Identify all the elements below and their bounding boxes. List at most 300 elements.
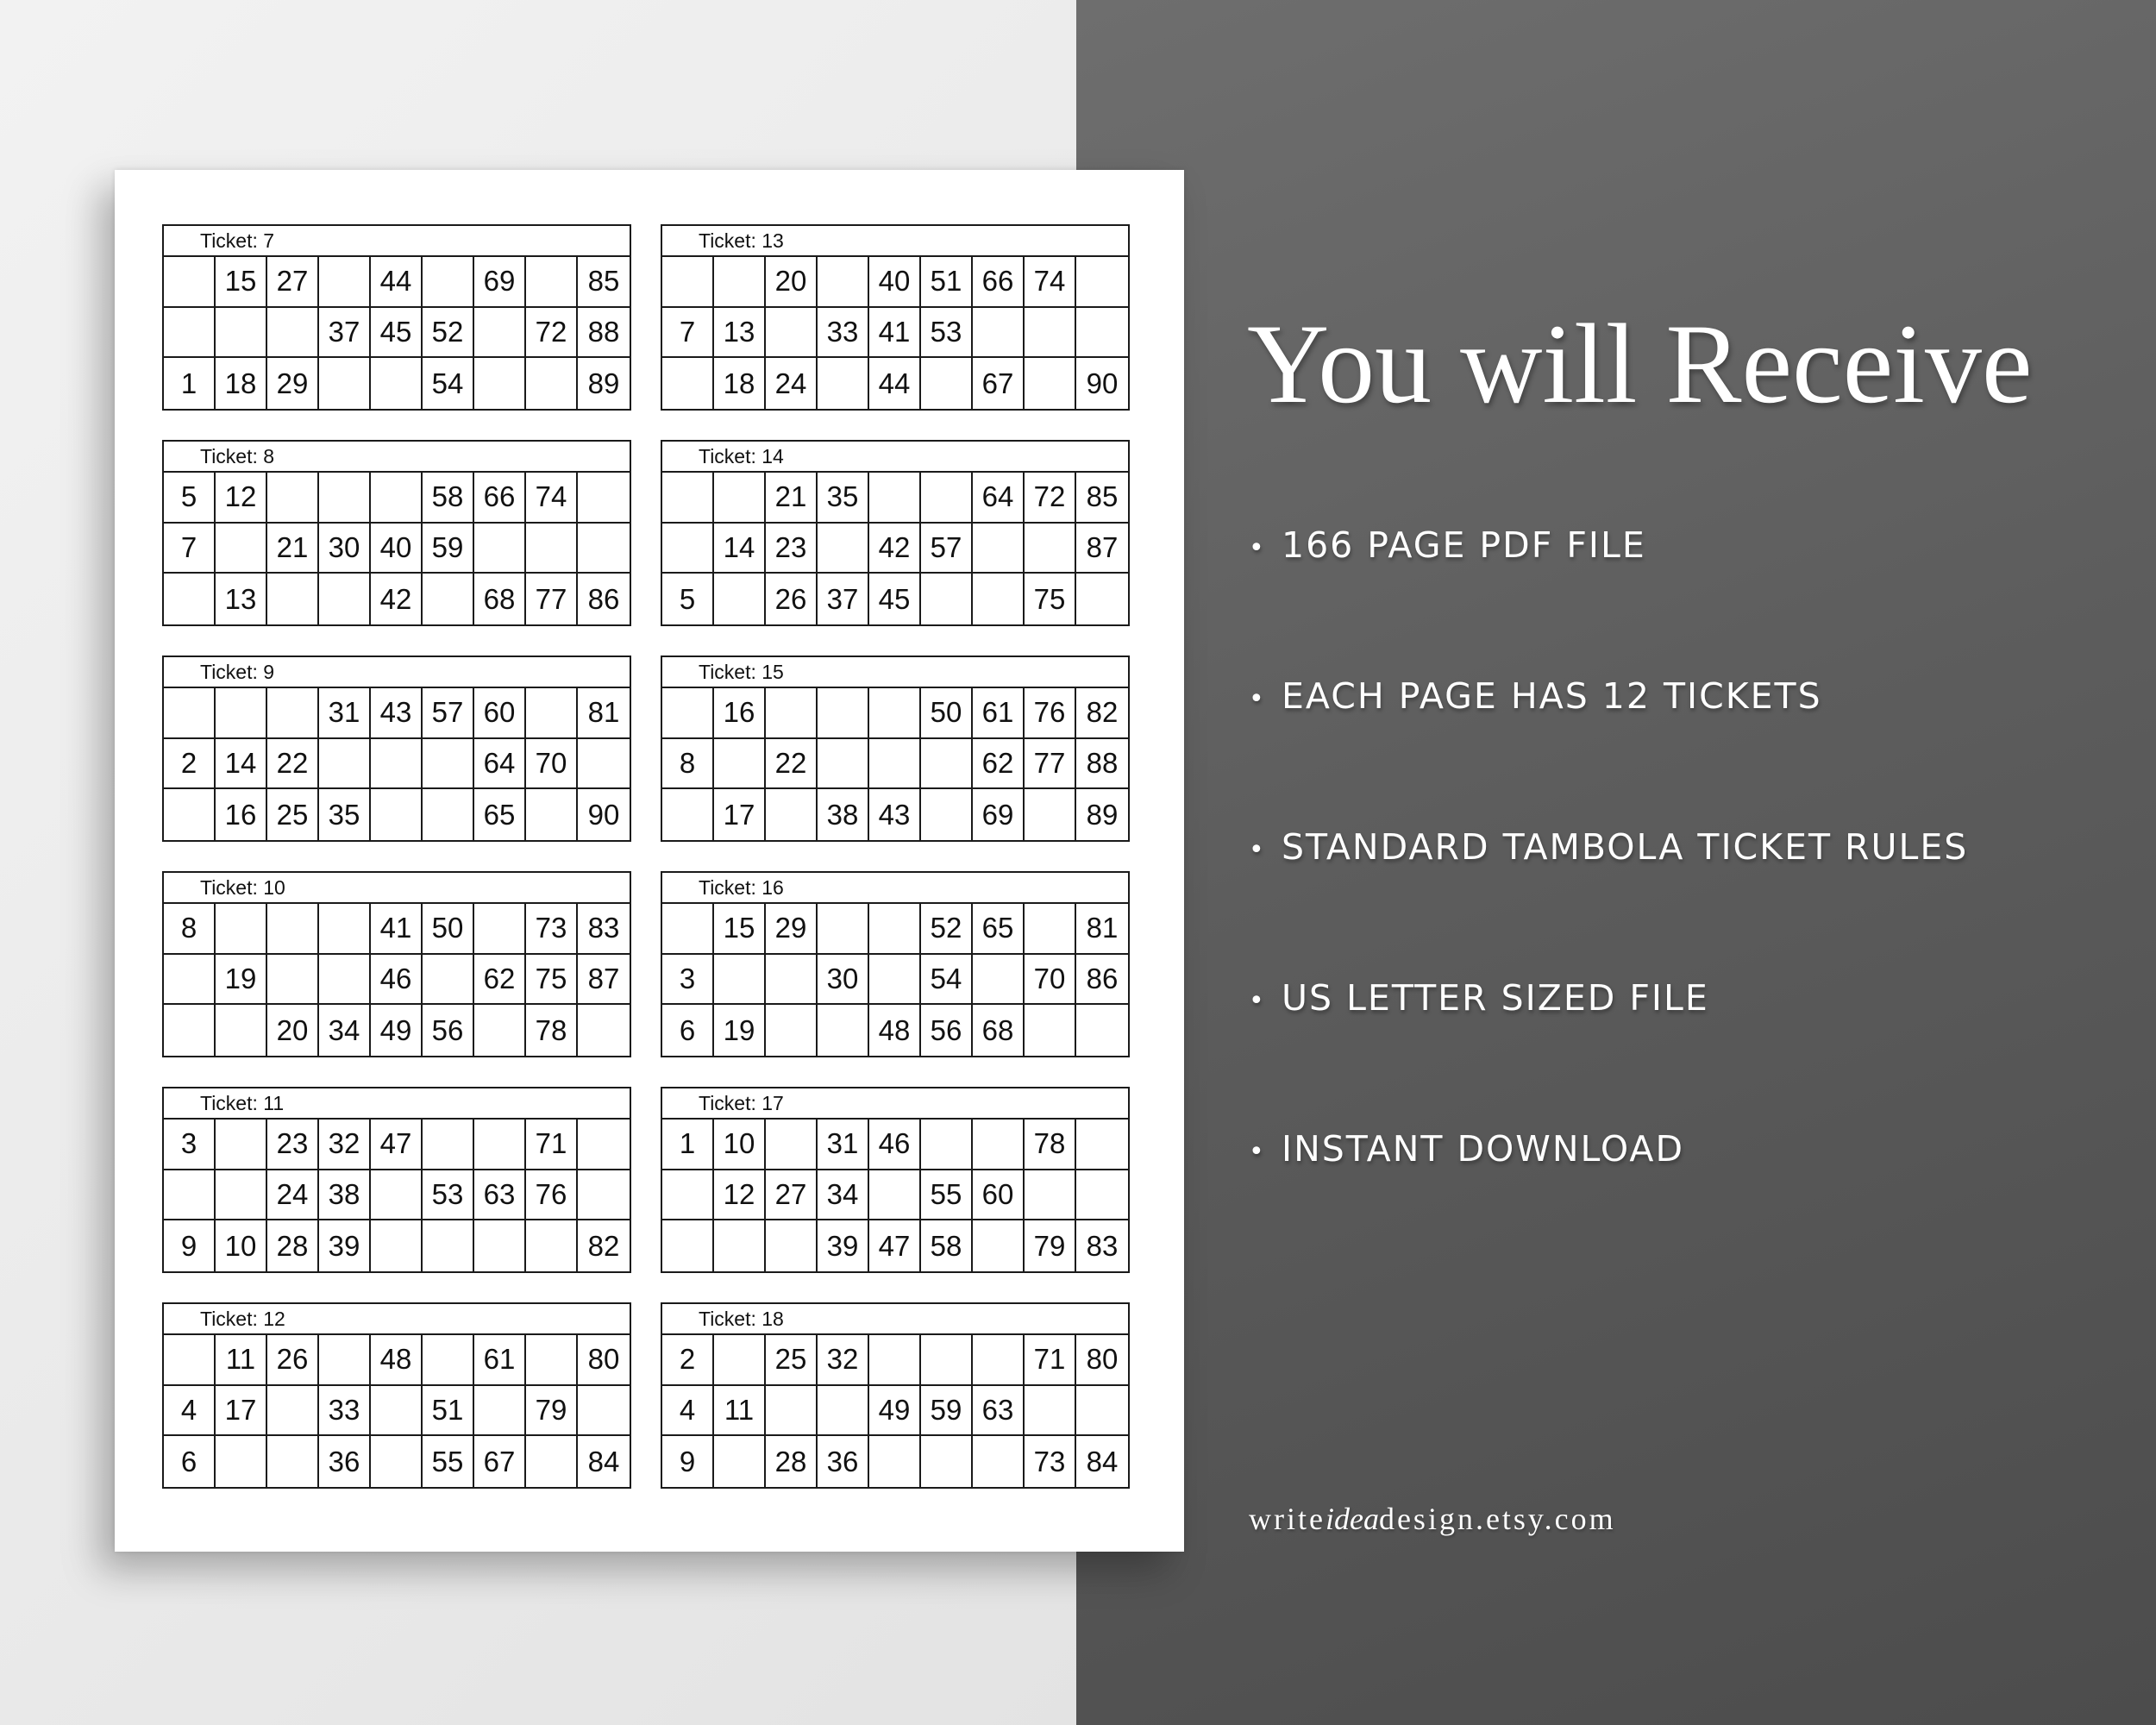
ticket-cell: 85: [1076, 473, 1128, 524]
ticket-cell: 72: [1025, 473, 1076, 524]
bullet-icon: •: [1249, 1136, 1266, 1167]
ticket-cell: 46: [371, 955, 423, 1006]
ticket-cell: 20: [267, 1005, 319, 1056]
ticket-cell: 29: [766, 904, 818, 955]
ticket-cell: [818, 524, 869, 574]
ticket-cell: [1025, 524, 1076, 574]
ticket-cell: [371, 1386, 423, 1437]
ticket-cell: [973, 1120, 1025, 1170]
ticket-cell: [869, 1436, 921, 1487]
ticket-cell: 6: [662, 1005, 714, 1056]
ticket-cell: [423, 574, 474, 624]
ticket-cell: 66: [474, 473, 526, 524]
ticket-cell: 3: [662, 955, 714, 1006]
ticket-cell: [818, 1005, 869, 1056]
ticket-cell: 83: [578, 904, 630, 955]
ticket-label: Ticket: 18: [662, 1304, 1128, 1335]
ticket-cell: 10: [714, 1120, 766, 1170]
ticket-cell: [921, 1120, 973, 1170]
ticket-cell: 67: [973, 358, 1025, 409]
shop-url: [1249, 1501, 1616, 1537]
ticket-cell: [164, 257, 216, 308]
ticket-cell: [869, 1335, 921, 1386]
ticket-cell: [766, 1386, 818, 1437]
ticket-label: Ticket: 11: [164, 1088, 630, 1120]
ticket-cell: [818, 688, 869, 739]
ticket-cell: 55: [423, 1436, 474, 1487]
ticket-cell: 53: [423, 1170, 474, 1221]
ticket-cell: 70: [1025, 955, 1076, 1006]
ticket-cell: 29: [267, 358, 319, 409]
ticket-label: Ticket: 12: [164, 1304, 630, 1335]
ticket-label: Ticket: 9: [164, 657, 630, 688]
ticket-cell: 15: [714, 904, 766, 955]
ticket-cell: 52: [423, 308, 474, 359]
ticket-cell: 57: [921, 524, 973, 574]
ticket-cell: 32: [319, 1120, 371, 1170]
ticket-cell: [216, 308, 267, 359]
ticket-cell: 50: [921, 688, 973, 739]
ticket-cell: [662, 524, 714, 574]
ticket: [162, 1302, 631, 1489]
ticket-cell: [474, 358, 526, 409]
ticket-cell: [1025, 1005, 1076, 1056]
ticket-cell: 88: [1076, 739, 1128, 790]
ticket-cell: 56: [921, 1005, 973, 1056]
ticket-cell: 5: [164, 473, 216, 524]
feature-text: US LETTER SIZED FILE: [1282, 977, 1709, 1019]
feature-item: [1249, 977, 1709, 1019]
ticket-cell: [423, 739, 474, 790]
ticket-cell: [766, 308, 818, 359]
ticket-cell: [714, 955, 766, 1006]
ticket-cell: [818, 1386, 869, 1437]
ticket-cell: [869, 688, 921, 739]
ticket-cell: [662, 358, 714, 409]
ticket-cell: [216, 1170, 267, 1221]
ticket-cell: [921, 1436, 973, 1487]
feature-item: [1249, 1128, 1684, 1170]
ticket-cell: [1025, 308, 1076, 359]
ticket-cell: [423, 1220, 474, 1271]
ticket-cell: 27: [267, 257, 319, 308]
ticket-cell: 90: [1086, 367, 1119, 399]
ticket-cell: [526, 257, 578, 308]
ticket-cell: [1076, 257, 1128, 308]
ticket-cell: [1025, 358, 1076, 409]
ticket-grid: [164, 1335, 630, 1487]
ticket-cell: [818, 257, 869, 308]
ticket-cell: 76: [1025, 688, 1076, 739]
ticket-cell: 40: [869, 257, 921, 308]
ticket-cell: 87: [1076, 524, 1128, 574]
bullet-icon: •: [1249, 985, 1266, 1016]
ticket-cell: 62: [474, 955, 526, 1006]
ticket-cell: 32: [818, 1335, 869, 1386]
ticket-cell: 77: [1025, 739, 1076, 790]
ticket-cell: [973, 955, 1025, 1006]
ticket-cell: 74: [1025, 257, 1076, 308]
ticket-cell: 54: [921, 955, 973, 1006]
ticket-cell: [818, 739, 869, 790]
ticket-cell: 45: [371, 308, 423, 359]
ticket-label: Ticket: 14: [662, 442, 1128, 473]
ticket-cell: 67: [474, 1436, 526, 1487]
ticket-cell: 64: [474, 739, 526, 790]
feature-text: INSTANT DOWNLOAD: [1282, 1128, 1685, 1170]
ticket-cell: [1076, 1170, 1128, 1221]
ticket-cell: [216, 524, 267, 574]
ticket-cell: 48: [869, 1005, 921, 1056]
ticket-cell: 28: [766, 1436, 818, 1487]
ticket-cell: [766, 1005, 818, 1056]
ticket-grid: [164, 904, 630, 1056]
ticket-cell: 12: [216, 473, 267, 524]
ticket-cell: 2: [662, 1335, 714, 1386]
ticket-cell: [973, 574, 1025, 624]
ticket-cell: [526, 688, 578, 739]
ticket-cell: [662, 789, 714, 840]
ticket-cell: [371, 473, 423, 524]
ticket-cell: 11: [714, 1386, 766, 1437]
ticket-cell: 34: [319, 1005, 371, 1056]
ticket-cell: 36: [319, 1436, 371, 1487]
ticket-cell: [1076, 574, 1128, 624]
ticket-cell: [267, 574, 319, 624]
ticket-cell: 1: [662, 1120, 714, 1170]
ticket-cell: [662, 473, 714, 524]
ticket-cell: 54: [423, 358, 474, 409]
ticket-cell: 12: [714, 1170, 766, 1221]
ticket-cell: [818, 358, 869, 409]
ticket-cell: 84: [1086, 1445, 1119, 1477]
ticket-cell: [921, 358, 973, 409]
shop-url-part: write: [1249, 1502, 1326, 1536]
ticket-cell: [1076, 308, 1128, 359]
ticket-cell: 7: [662, 308, 714, 359]
ticket-cell: 16: [714, 688, 766, 739]
ticket-cell: 59: [423, 524, 474, 574]
ticket-cell: 78: [1025, 1120, 1076, 1170]
ticket-cell: 6: [164, 1436, 216, 1487]
ticket-cell: 82: [587, 1229, 620, 1262]
ticket-cell: [371, 1170, 423, 1221]
ticket-cell: 49: [869, 1386, 921, 1437]
ticket-cell: 9: [164, 1220, 216, 1271]
ticket-cell: 22: [267, 739, 319, 790]
ticket-cell: [319, 473, 371, 524]
ticket-cell: 79: [1025, 1220, 1076, 1271]
ticket-cell: [267, 688, 319, 739]
ticket-cell: [869, 904, 921, 955]
ticket-cell: [371, 358, 423, 409]
ticket: [661, 224, 1130, 411]
ticket-cell: [578, 739, 630, 790]
ticket-cell: 81: [1076, 904, 1128, 955]
ticket-cell: 73: [526, 904, 578, 955]
ticket-grid: [662, 257, 1128, 409]
ticket-cell: [423, 955, 474, 1006]
ticket: [661, 1302, 1130, 1489]
ticket-cell: [164, 955, 216, 1006]
ticket-cell: [423, 789, 474, 840]
ticket-grid: [164, 257, 630, 409]
ticket-cell: 50: [423, 904, 474, 955]
ticket-cell: [921, 574, 973, 624]
ticket-cell: [714, 1436, 766, 1487]
ticket-cell: [921, 739, 973, 790]
ticket-cell: 23: [766, 524, 818, 574]
ticket-cell: [164, 1005, 216, 1056]
ticket-cell: 37: [818, 574, 869, 624]
ticket-cell: 62: [973, 739, 1025, 790]
ticket-cell: 4: [662, 1386, 714, 1437]
ticket-cell: [869, 473, 921, 524]
ticket-cell: [1025, 1386, 1076, 1437]
ticket-cell: 25: [766, 1335, 818, 1386]
ticket-cell: [423, 1120, 474, 1170]
ticket: [162, 224, 631, 411]
ticket-cell: 86: [1076, 955, 1128, 1006]
ticket-cell: [474, 1120, 526, 1170]
ticket-cell: 56: [423, 1005, 474, 1056]
ticket-cell: 85: [578, 257, 630, 308]
ticket-cell: 17: [714, 789, 766, 840]
ticket-cell: 60: [474, 688, 526, 739]
ticket-cell: [267, 1436, 319, 1487]
ticket-cell: [474, 1386, 526, 1437]
ticket: [661, 440, 1130, 626]
ticket-label: Ticket: 7: [164, 226, 630, 257]
ticket-cell: [766, 1220, 818, 1271]
ticket-cell: 35: [319, 789, 371, 840]
ticket: [162, 1087, 631, 1273]
ticket-cell: 80: [578, 1335, 630, 1386]
ticket-label: Ticket: 17: [662, 1088, 1128, 1120]
ticket-cell: 3: [164, 1120, 216, 1170]
ticket-cell: 84: [587, 1445, 620, 1477]
ticket-cell: [578, 524, 630, 574]
ticket-cell: 81: [578, 688, 630, 739]
ticket-cell: [164, 1335, 216, 1386]
ticket-sheet: [115, 170, 1184, 1552]
shop-url-part: design.etsy.com: [1378, 1502, 1616, 1536]
ticket-cell: [526, 1436, 578, 1487]
ticket-cell: 22: [766, 739, 818, 790]
ticket-grid: [662, 904, 1128, 1056]
ticket-cell: 1: [164, 358, 216, 409]
ticket-cell: 21: [766, 473, 818, 524]
ticket-cell: [1025, 1170, 1076, 1221]
ticket-cell: [973, 308, 1025, 359]
ticket-label: Ticket: 10: [164, 873, 630, 904]
ticket-cell: [371, 1220, 423, 1271]
ticket-cell: 14: [714, 524, 766, 574]
ticket-cell: [267, 473, 319, 524]
ticket-cell: [1025, 789, 1076, 840]
ticket-cell: [714, 1220, 766, 1271]
ticket-cell: [578, 473, 630, 524]
ticket-cell: 18: [714, 358, 766, 409]
ticket-cell: 78: [526, 1005, 578, 1056]
ticket-cell: 87: [578, 955, 630, 1006]
ticket-cell: [164, 1170, 216, 1221]
ticket-cell: [1076, 1386, 1128, 1437]
ticket-cell: [319, 739, 371, 790]
ticket-cell: 69: [973, 789, 1025, 840]
ticket-cell: 42: [869, 524, 921, 574]
ticket-cell: 45: [869, 574, 921, 624]
ticket-cell: [164, 308, 216, 359]
ticket-cell: [766, 688, 818, 739]
ticket-cell: 11: [216, 1335, 267, 1386]
bullet-icon: •: [1249, 834, 1266, 865]
ticket-cell: [1025, 904, 1076, 955]
ticket-cell: 9: [662, 1436, 714, 1487]
ticket-cell: [216, 904, 267, 955]
ticket-cell: [216, 688, 267, 739]
ticket-cell: 73: [1025, 1436, 1076, 1487]
ticket-cell: 75: [526, 955, 578, 1006]
ticket-cell: [973, 524, 1025, 574]
ticket-cell: [766, 789, 818, 840]
ticket-cell: 55: [921, 1170, 973, 1221]
ticket-cell: [474, 308, 526, 359]
ticket-cell: [921, 473, 973, 524]
ticket-cell: [164, 789, 216, 840]
ticket-cell: 4: [164, 1386, 216, 1437]
ticket-cell: 88: [578, 308, 630, 359]
ticket-cell: 30: [319, 524, 371, 574]
ticket-cell: [662, 1170, 714, 1221]
ticket-cell: 42: [371, 574, 423, 624]
ticket-grid: [662, 688, 1128, 840]
ticket-cell: [869, 739, 921, 790]
feature-text: 166 PAGE PDF FILE: [1282, 524, 1646, 566]
ticket-cell: 49: [371, 1005, 423, 1056]
ticket-cell: 41: [869, 308, 921, 359]
ticket-cell: [474, 524, 526, 574]
ticket-cell: [216, 1005, 267, 1056]
ticket-cell: [869, 955, 921, 1006]
ticket-cell: 47: [869, 1220, 921, 1271]
ticket-cell: [267, 1386, 319, 1437]
ticket-label: Ticket: 16: [662, 873, 1128, 904]
ticket-cell: [474, 1005, 526, 1056]
ticket-cell: [267, 308, 319, 359]
ticket: [162, 656, 631, 842]
ticket-cell: 31: [319, 688, 371, 739]
ticket-grid: [164, 688, 630, 840]
ticket-cell: 74: [526, 473, 578, 524]
ticket: [162, 440, 631, 626]
ticket-cell: 72: [526, 308, 578, 359]
headline: You will Receive: [1247, 300, 2033, 427]
ticket-cell: [267, 904, 319, 955]
ticket-cell: [921, 789, 973, 840]
ticket-cell: 26: [267, 1335, 319, 1386]
ticket-cell: 89: [587, 367, 620, 399]
ticket-cell: [423, 257, 474, 308]
ticket-cell: 31: [818, 1120, 869, 1170]
ticket-cell: [714, 574, 766, 624]
ticket-cell: 34: [818, 1170, 869, 1221]
ticket-cell: 33: [818, 308, 869, 359]
ticket-cell: 21: [267, 524, 319, 574]
ticket-grid: [164, 473, 630, 624]
ticket-cell: [921, 1335, 973, 1386]
ticket-cell: 33: [319, 1386, 371, 1437]
ticket-cell: [371, 739, 423, 790]
ticket-cell: 71: [1025, 1335, 1076, 1386]
ticket-cell: 65: [474, 789, 526, 840]
ticket-cell: 20: [766, 257, 818, 308]
ticket-label: Ticket: 8: [164, 442, 630, 473]
ticket-cell: 68: [474, 574, 526, 624]
feature-item: [1249, 675, 1822, 717]
ticket-cell: [714, 257, 766, 308]
ticket-cell: 46: [869, 1120, 921, 1170]
ticket-cell: 83: [1086, 1229, 1119, 1262]
ticket-cell: 63: [474, 1170, 526, 1221]
ticket-cell: 65: [973, 904, 1025, 955]
ticket-cell: 41: [371, 904, 423, 955]
ticket-cell: [371, 1436, 423, 1487]
ticket-cell: [371, 789, 423, 840]
ticket-label: Ticket: 15: [662, 657, 1128, 688]
ticket-cell: 70: [526, 739, 578, 790]
ticket-cell: 2: [164, 739, 216, 790]
ticket-cell: 61: [973, 688, 1025, 739]
ticket-cell: 79: [526, 1386, 578, 1437]
ticket-cell: 76: [526, 1170, 578, 1221]
ticket-cell: [526, 358, 578, 409]
ticket-cell: 44: [371, 257, 423, 308]
ticket-cell: 8: [662, 739, 714, 790]
ticket-cell: [526, 1220, 578, 1271]
ticket-cell: [973, 1436, 1025, 1487]
ticket-cell: 16: [216, 789, 267, 840]
ticket-cell: [423, 1335, 474, 1386]
ticket-cell: 24: [267, 1170, 319, 1221]
feature-text: STANDARD TAMBOLA TICKET RULES: [1282, 826, 1969, 868]
ticket-cell: [526, 789, 578, 840]
ticket-grid: [662, 473, 1128, 624]
ticket-cell: 26: [766, 574, 818, 624]
ticket: [661, 656, 1130, 842]
ticket-cell: [164, 574, 216, 624]
ticket-cell: 39: [818, 1220, 869, 1271]
ticket-cell: 71: [526, 1120, 578, 1170]
ticket-cell: 8: [164, 904, 216, 955]
ticket-cell: [474, 1220, 526, 1271]
ticket-cell: [714, 1335, 766, 1386]
ticket-cell: [216, 1120, 267, 1170]
ticket-cell: [1076, 1120, 1128, 1170]
ticket-cell: 69: [474, 257, 526, 308]
ticket-cell: [474, 904, 526, 955]
ticket-cell: 89: [1086, 798, 1119, 831]
ticket-cell: [662, 257, 714, 308]
ticket-label: Ticket: 13: [662, 226, 1128, 257]
ticket-cell: 25: [267, 789, 319, 840]
ticket-cell: 23: [267, 1120, 319, 1170]
ticket-cell: 59: [921, 1386, 973, 1437]
ticket-cell: 18: [216, 358, 267, 409]
ticket-cell: [766, 1120, 818, 1170]
ticket-cell: [714, 739, 766, 790]
ticket-cell: 14: [216, 739, 267, 790]
